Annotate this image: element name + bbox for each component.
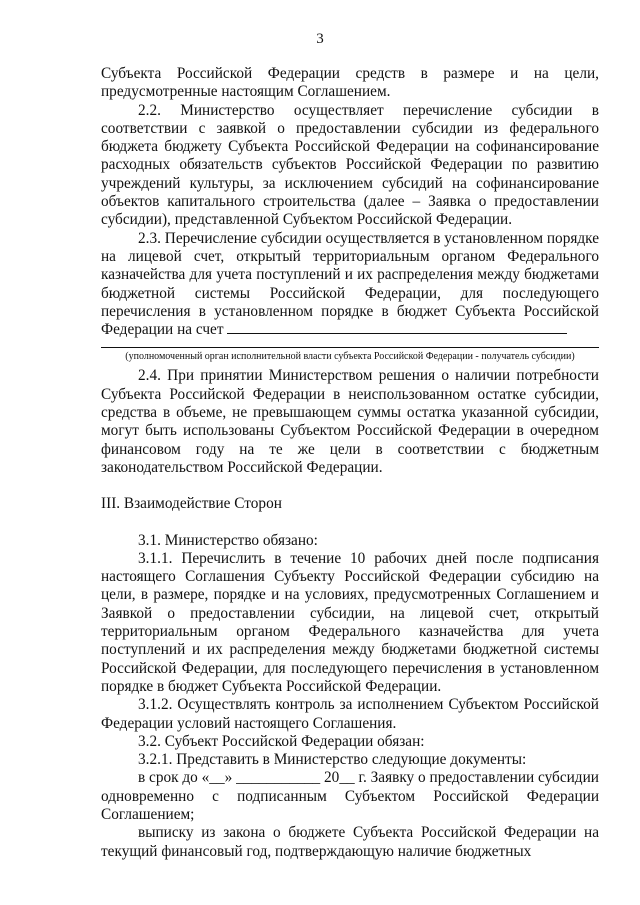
paragraph-2-3 — [101, 230, 599, 340]
paragraph-deadline-line: в срок до «__» ___________ 20__ г. Заявку о предоставлении субсидии — [138, 769, 599, 787]
account-blank-line — [227, 333, 567, 334]
paragraph-3-1-2: 3.1.2. Осуществлять контроль за исполнением Субъектом Российской Федерации условий настоящего Соглашения. — [101, 696, 599, 732]
page-number: 3 — [316, 31, 324, 47]
paragraph-2-3-text: 2.3. Перечисление субсидии осуществляется в установленном порядке на лицевой счет, открытый территориальным органом Федерального казначейства для учета поступлений и их распределения между бюджетами бюджетной системы Российской Федерации, для последующего перечисления в установленном порядке в бюджет Субъекта Российской Федерации на счет — [101, 229, 600, 339]
spacer — [101, 477, 599, 495]
recipient-blank-line — [101, 339, 599, 348]
paragraph-continuation: Субъекта Российской Федерации средств в размере и на цели, предусмотренные настоящим Соглашением. — [101, 65, 599, 101]
paragraph-extract: выписку из закона о бюджете Субъекта Российской Федерации на текущий финансовый год, подтверждающую наличие бюджетных — [101, 824, 599, 860]
recipient-caption: (уполномоченный орган исполнительной власти субъекта Российской Федерации - получатель субсидии) — [125, 351, 575, 363]
paragraph-3-1: 3.1. Министерство обязано: — [138, 531, 318, 549]
paragraph-2-2: 2.2. Министерство осуществляет перечисление субсидии в соответствии с заявкой о предоставлении субсидии из федерального бюджета бюджету Субъекта Российской Федерации на софинансирование расходных обязательств субъектов Российской Федерации по развитию учреждений культуры, за исключением субсидий на софинансирование объектов капитального строительства (далее – Заявка о предоставлении субсидии), представленной Субъектом Российской Федерации. — [101, 101, 599, 229]
paragraph-3-1-1: 3.1.1. Перечислить в течение 10 рабочих дней после подписания настоящего Соглашения Субъекту Российской Федерации субсидию на цели, в размере, порядке и на условиях, предусмотренных Соглашением и Заявкой о предоставлении субсидии, на лицевой счет, открытый территориальным органом Федерального казначейства для учета поступлений и их распределения между бюджетами бюджетной системы Российской Федерации, для последующего перечисления в установленном порядке в бюджет Субъекта Российской Федерации. — [101, 549, 599, 695]
paragraph-2-4: 2.4. При принятии Министерством решения о наличии потребности Субъекта Российской Федерации в неиспользованном остатке субсидии, средства в объеме, не превышающем суммы остатка указанной субсидии, могут быть использованы Субъектом Российской Федерации в очередном финансовом году на те же цели в соответствии с бюджетным законодательством Российской Федерации. — [101, 367, 599, 476]
paragraph-deadline-cont: одновременно с подписанным Субъектом Российской Федерации Соглашением; — [101, 787, 599, 823]
paragraph-3-2: 3.2. Субъект Российской Федерации обязан: — [138, 732, 425, 750]
document-body — [101, 65, 599, 861]
spacer — [101, 514, 599, 532]
section-heading: III. Взаимодействие Сторон — [101, 495, 282, 513]
paragraph-3-2-1: 3.2.1. Представить в Министерство следующие документы: — [138, 751, 527, 769]
